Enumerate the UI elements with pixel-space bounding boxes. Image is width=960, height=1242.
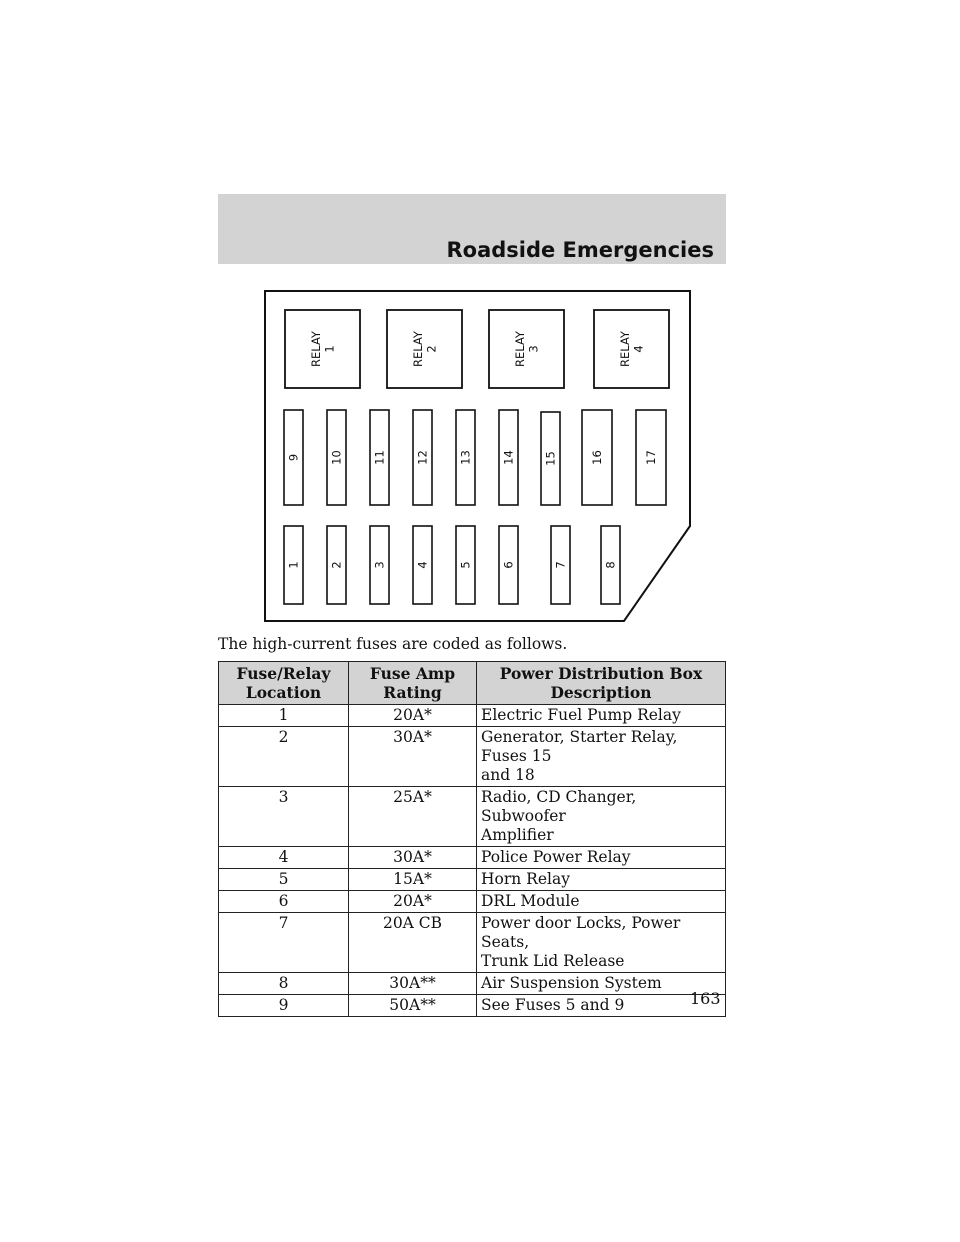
cell-location: 2 bbox=[219, 727, 349, 787]
page-number: 163 bbox=[690, 989, 721, 1008]
fuse-top-label: 13 bbox=[458, 450, 473, 465]
table-row bbox=[219, 869, 726, 891]
cell-location: 1 bbox=[219, 705, 349, 727]
cell-description: Power door Locks, Power Seats, Trunk Lid Release bbox=[477, 913, 726, 973]
relay-4-label: RELAY4 bbox=[618, 331, 646, 367]
fuse-top-label: 15 bbox=[543, 451, 558, 466]
fuse-bottom-label: 1 bbox=[286, 561, 301, 569]
cell-description: Generator, Starter Relay, Fuses 15 and 18 bbox=[477, 727, 726, 787]
cell-rating: 25A* bbox=[349, 787, 477, 847]
fuse-top-label: 11 bbox=[372, 450, 387, 465]
cell-location: 3 bbox=[219, 787, 349, 847]
fuse-table bbox=[218, 661, 726, 1017]
table-row bbox=[219, 995, 726, 1017]
cell-location: 6 bbox=[219, 891, 349, 913]
cell-location: 7 bbox=[219, 913, 349, 973]
table-row bbox=[219, 705, 726, 727]
cell-rating: 30A* bbox=[349, 847, 477, 869]
cell-description: See Fuses 5 and 9 bbox=[477, 995, 726, 1017]
fuse-top-label: 16 bbox=[590, 450, 604, 465]
cell-rating: 15A* bbox=[349, 869, 477, 891]
table-row bbox=[219, 891, 726, 913]
fuse-bottom-label: 4 bbox=[415, 561, 430, 569]
table-row bbox=[219, 787, 726, 847]
fuse-box-diagram bbox=[264, 290, 692, 624]
fuse-top-label: 14 bbox=[501, 450, 516, 465]
cell-description: Electric Fuel Pump Relay bbox=[477, 705, 726, 727]
relay-1-label: RELAY1 bbox=[309, 331, 337, 367]
intro-text: The high-current fuses are coded as follows. bbox=[218, 635, 568, 653]
cell-description: Police Power Relay bbox=[477, 847, 726, 869]
header-location: Fuse/Relay Location bbox=[219, 662, 349, 705]
fuse-top-label: 9 bbox=[286, 453, 301, 462]
fuse-top-label: 12 bbox=[415, 450, 430, 465]
fuse-bottom-label: 8 bbox=[603, 561, 618, 569]
cell-location: 5 bbox=[219, 869, 349, 891]
cell-rating: 20A* bbox=[349, 705, 477, 727]
fuse-bottom-label: 6 bbox=[501, 561, 516, 569]
fuse-bottom-label: 5 bbox=[458, 561, 473, 569]
cell-description: Radio, CD Changer, Subwoofer Amplifier bbox=[477, 787, 726, 847]
fuse-bottom-label: 7 bbox=[553, 561, 568, 569]
relay-2-label: RELAY2 bbox=[411, 331, 439, 367]
cell-location: 8 bbox=[219, 973, 349, 995]
table-header-row bbox=[219, 662, 726, 705]
table-row bbox=[219, 727, 726, 787]
fuse-bottom-label: 3 bbox=[372, 561, 387, 569]
section-header-band bbox=[218, 194, 726, 264]
table-row bbox=[219, 973, 726, 995]
fuse-top-label: 17 bbox=[644, 450, 658, 465]
table-row bbox=[219, 847, 726, 869]
table-row bbox=[219, 913, 726, 973]
cell-description: Horn Relay bbox=[477, 869, 726, 891]
cell-rating: 30A* bbox=[349, 727, 477, 787]
header-rating: Fuse Amp Rating bbox=[349, 662, 477, 705]
cell-location: 4 bbox=[219, 847, 349, 869]
fuse-top-label: 10 bbox=[329, 450, 344, 465]
fuse-box-svg bbox=[264, 290, 692, 624]
section-title: Roadside Emergencies bbox=[446, 238, 714, 262]
cell-description: Air Suspension System bbox=[477, 973, 726, 995]
cell-rating: 20A CB bbox=[349, 913, 477, 973]
cell-rating: 50A** bbox=[349, 995, 477, 1017]
cell-rating: 20A* bbox=[349, 891, 477, 913]
header-description: Power Distribution Box Description bbox=[477, 662, 726, 705]
cell-location: 9 bbox=[219, 995, 349, 1017]
relay-3-label: RELAY3 bbox=[513, 331, 541, 367]
fuse-bottom-label: 2 bbox=[329, 561, 344, 569]
cell-rating: 30A** bbox=[349, 973, 477, 995]
cell-description: DRL Module bbox=[477, 891, 726, 913]
